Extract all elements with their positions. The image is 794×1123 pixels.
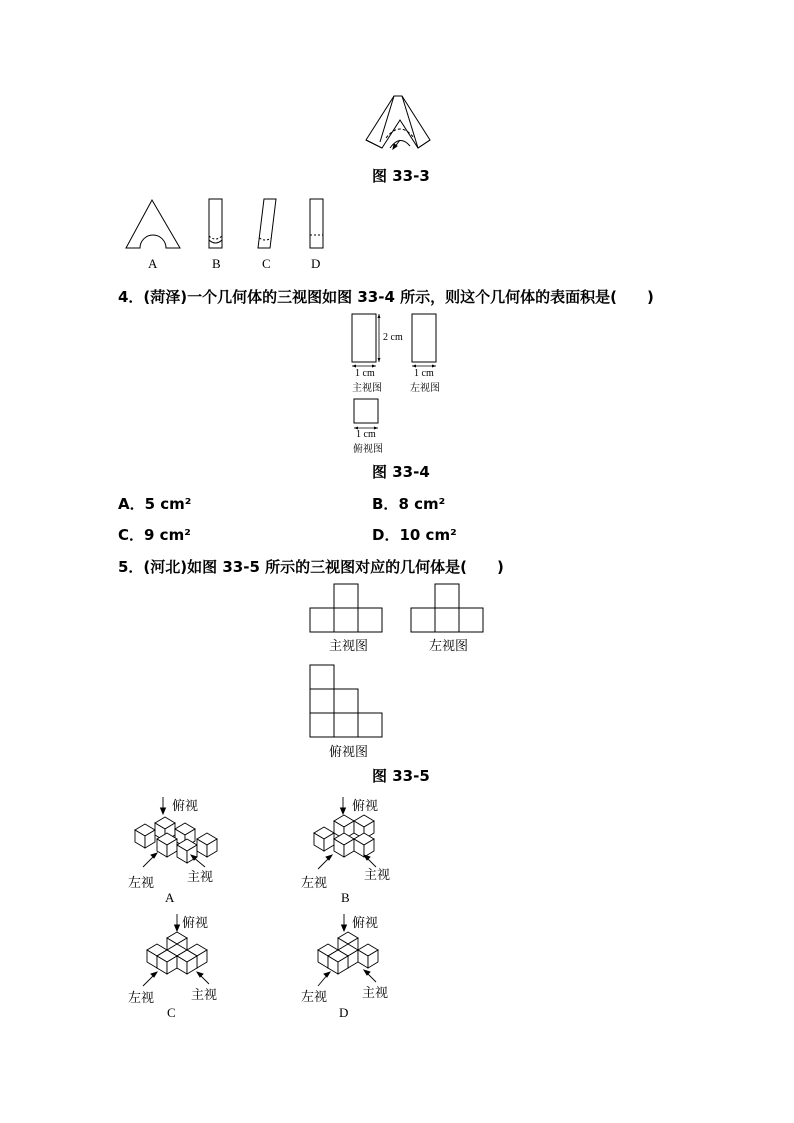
fig33-5-c-top: 俯视 [182, 915, 209, 930]
fig33-5-c-left: 左视 [128, 990, 155, 1005]
fig33-3-label-d: D [311, 256, 321, 271]
fig33-4-front-view [350, 313, 410, 375]
fig33-4-height-dim: 2 cm [383, 332, 403, 343]
q4-option-a[interactable]: A．5 cm² [118, 495, 192, 513]
fig33-5-b-letter: B [341, 890, 350, 905]
fig33-4-front-label: 主视图 [352, 383, 382, 394]
fig33-3-label-a: A [148, 256, 158, 271]
fig33-5-a-left: 左视 [128, 875, 155, 890]
fig33-5-c-front: 主视 [191, 987, 218, 1002]
fig33-5-d-letter: D [339, 1005, 349, 1020]
fig33-3-label-c: C [262, 256, 271, 271]
fig33-4-top-width-dim: 1 cm [356, 429, 376, 440]
question-4-text: 4．(菏泽)一个几何体的三视图如图 33-4 所示，则这个几何体的表面积是( ) [118, 288, 654, 306]
fig33-5-caption: 图 33-5 [372, 767, 430, 785]
fig33-3-choice-a[interactable] [124, 198, 182, 250]
fig33-5-b-left: 左视 [301, 875, 328, 890]
fig33-4-left-view [410, 313, 440, 375]
fig33-5-b-top: 俯视 [352, 798, 379, 813]
fig33-4-caption: 图 33-4 [372, 463, 430, 481]
fig33-3-caption: 图 33-3 [372, 167, 430, 185]
fig33-5-a-front: 主视 [187, 869, 214, 884]
fig33-5-d-front: 主视 [362, 985, 389, 1000]
fig33-5-front-view [309, 583, 385, 635]
fig33-3-label-b: B [212, 256, 221, 271]
fig33-5-front-label: 主视图 [329, 638, 369, 653]
fig33-5-left-view [410, 583, 486, 635]
fig33-4-top-label: 俯视图 [353, 444, 383, 455]
fig33-5-a-top: 俯视 [172, 798, 199, 813]
fig33-3-choice-c[interactable] [256, 198, 278, 250]
fig33-3-solid [360, 90, 440, 152]
fig33-5-c-letter: C [167, 1005, 176, 1020]
q4-option-b[interactable]: B．8 cm² [372, 495, 446, 513]
fig33-4-left-label: 左视图 [410, 383, 440, 394]
fig33-5-a-letter: A [165, 890, 175, 905]
fig33-3-choice-b[interactable] [208, 198, 224, 250]
q4-option-c[interactable]: C．9 cm² [118, 526, 191, 544]
fig33-3-choice-d[interactable] [309, 198, 325, 250]
fig33-5-d-top: 俯视 [352, 915, 379, 930]
fig33-5-top-view [309, 664, 385, 740]
question-5-text: 5．(河北)如图 33-5 所示的三视图对应的几何体是( ) [118, 558, 504, 576]
fig33-5-d-left: 左视 [301, 989, 328, 1004]
fig33-4-front-width-dim: 1 cm [355, 368, 375, 379]
fig33-5-top-label: 俯视图 [329, 744, 369, 759]
q4-option-d[interactable]: D．10 cm² [372, 526, 457, 544]
fig33-5-left-label: 左视图 [429, 638, 469, 653]
fig33-4-left-width-dim: 1 cm [414, 368, 434, 379]
fig33-5-b-front: 主视 [364, 867, 391, 882]
